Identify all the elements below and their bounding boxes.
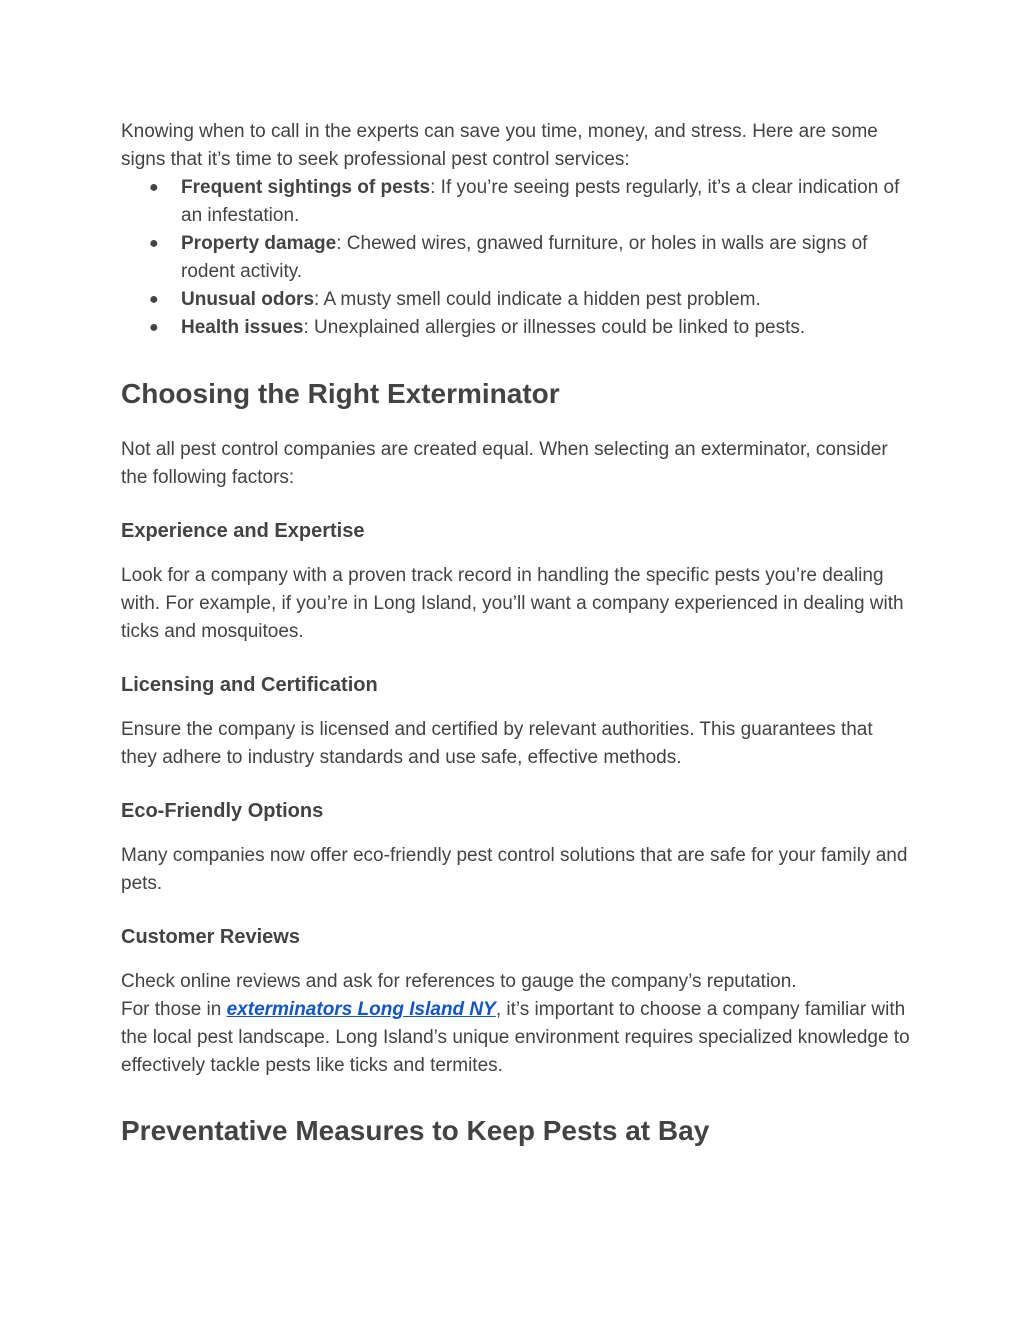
document-page [121, 118, 911, 1149]
choosing-paragraph: Not all pest control companies are created equal. When selecting an exterminator, consider the following factors: [121, 439, 888, 488]
list-item-text: : If you’re seeing pests regularly, it’s a clear indication of an infestation. [181, 177, 900, 226]
list-item-label: Health issues [181, 317, 304, 338]
list-item [121, 230, 911, 286]
paragraph-text-before-link: For those in [121, 999, 227, 1020]
eco-heading: Eco-Friendly Options [121, 800, 324, 822]
list-item-label: Frequent sightings of pests [181, 177, 431, 198]
list-item [121, 286, 911, 314]
bullet-icon: ● [149, 291, 159, 308]
bullet-icon: ● [149, 179, 159, 196]
licensing-paragraph: Ensure the company is licensed and certified by relevant authorities. This guarantees that they adhere to industry standards and use safe, effective methods. [121, 719, 873, 768]
reviews-paragraph: Check online reviews and ask for references to gauge the company’s reputation. [121, 971, 797, 992]
bullet-icon: ● [149, 235, 159, 252]
list-item [121, 314, 911, 342]
experience-paragraph: Look for a company with a proven track record in handling the specific pests you’re dealing with. For example, if you’re in Long Island, you’ll want a company experienced in dealing with ticks and mosquitoes. [121, 565, 904, 642]
list-item-text: : Unexplained allergies or illnesses could be linked to pests. [303, 317, 806, 338]
list-item-label: Unusual odors [181, 289, 315, 310]
preventative-heading: Preventative Measures to Keep Pests at Bay [121, 1115, 710, 1146]
exterminators-link[interactable]: exterminators Long Island NY [226, 999, 496, 1020]
eco-paragraph: Many companies now offer eco-friendly pest control solutions that are safe for your family and pets. [121, 845, 908, 894]
list-item-text: : Chewed wires, gnawed furniture, or holes in walls are signs of rodent activity. [181, 233, 868, 282]
choosing-heading: Choosing the Right Exterminator [121, 378, 560, 409]
list-item-text: : A musty smell could indicate a hidden pest problem. [314, 289, 761, 310]
paragraph-text-after-link: , it’s important to choose a company familiar with the local pest landscape. Long Island’s unique environment requires specialized knowledge to effectively tackle pests like ticks and termites. [121, 999, 910, 1076]
signs-list [121, 174, 911, 342]
long-island-paragraph [121, 996, 911, 1080]
list-item [121, 174, 911, 230]
list-item-label: Property damage [181, 233, 337, 254]
intro-paragraph: Knowing when to call in the experts can save you time, money, and stress. Here are some signs that it’s time to seek professional pest control services: [121, 121, 878, 170]
licensing-heading: Licensing and Certification [121, 674, 378, 696]
reviews-heading: Customer Reviews [121, 926, 300, 948]
bullet-icon: ● [149, 319, 159, 336]
experience-heading: Experience and Expertise [121, 520, 365, 542]
